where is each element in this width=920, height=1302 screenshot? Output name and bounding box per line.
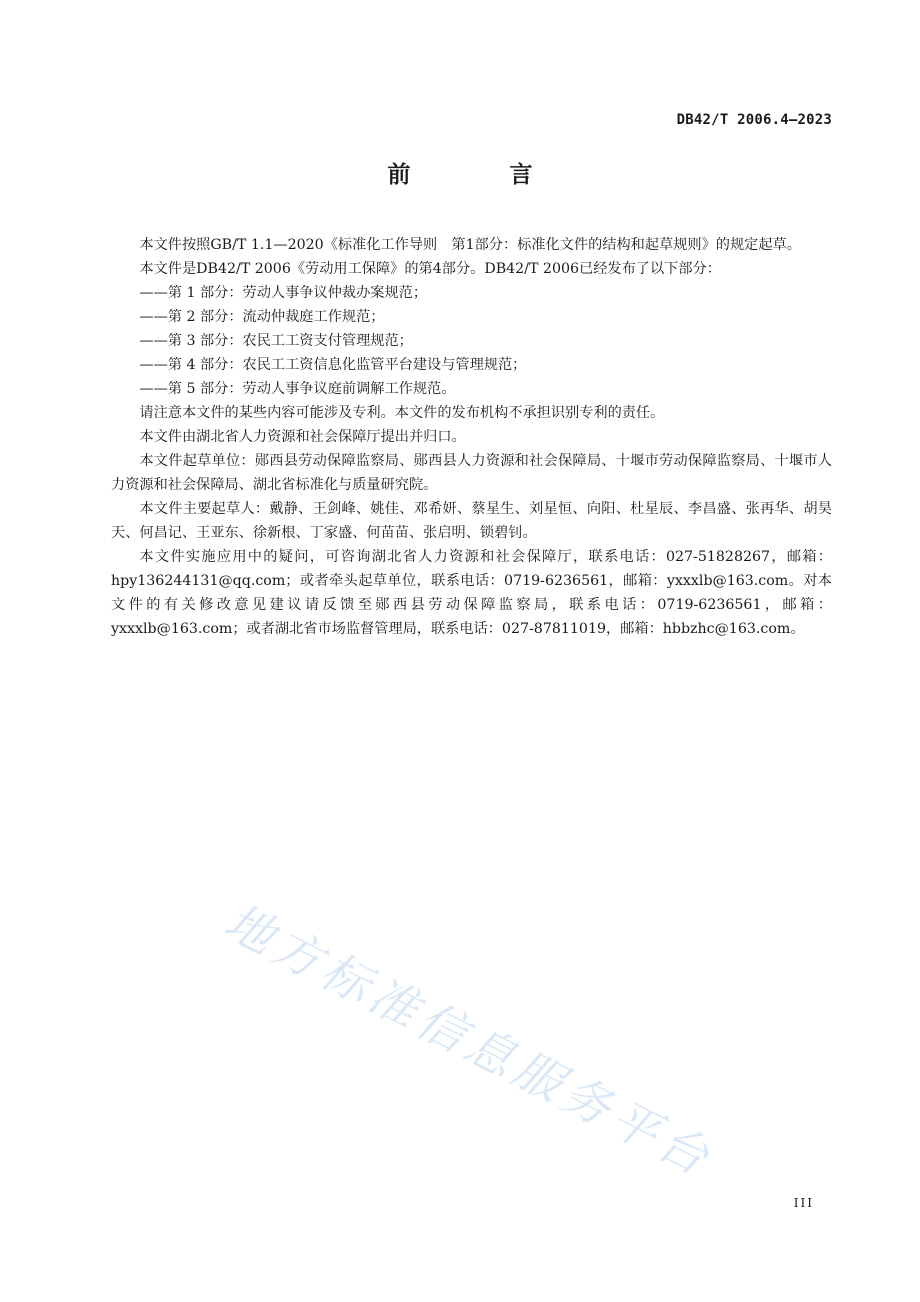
list-item-part-4: ——第 4 部分：农民工工资信息化监管平台建设与管理规范； [139, 357, 527, 373]
paragraph-patent-notice: 请注意本文件的某些内容可能涉及专利。本文件的发布机构不承担识别专利的责任。 [139, 405, 665, 421]
document-code: DB42/T 2006.4—2023 [676, 112, 832, 128]
page-title: 前 言 [387, 162, 571, 188]
list-item-part-2: ——第 2 部分：流动仲裁庭工作规范； [139, 309, 385, 325]
page-number: III [793, 1196, 814, 1210]
paragraph-part-info: 本文件是DB42/T 2006《劳动用工保障》的第4部分。DB42/T 2006已经发布了以下部分： [139, 261, 721, 277]
paragraph-drafters: 本文件主要起草人：戴静、王剑峰、姚佳、邓希妍、蔡星生、刘星恒、向阳、杜星辰、李昌盛、张再华、胡昊天、何昌记、王亚东、徐新根、丁家盛、何苗苗、张启明、锁碧钊。 [111, 501, 832, 541]
paragraph-drafting-units: 本文件起草单位：郧西县劳动保障监察局、郧西县人力资源和社会保障局、十堰市劳动保障监察局、十堰市人力资源和社会保障局、湖北省标准化与质量研究院。 [111, 453, 832, 493]
list-item-part-5: ——第 5 部分：劳动人事争议庭前调解工作规范。 [139, 381, 456, 397]
paragraph-drafting-rules: 本文件按照GB/T 1.1—2020《标准化工作导则 第1部分：标准化文件的结构和起草规则》的规定起草。 [139, 237, 801, 253]
foreword-body [111, 233, 832, 641]
list-item-part-3: ——第 3 部分：农民工工资支付管理规范； [139, 333, 413, 349]
paragraph-proposer: 本文件由湖北省人力资源和社会保障厅提出并归口。 [139, 429, 466, 445]
paragraph-contact: 本文件实施应用中的疑问，可咨询湖北省人力资源和社会保障厅，联系电话：027-51828267，邮箱：hpy136244131@qq.com；或者牵头起草单位，联系电话：0719-6236561，邮箱：yxxxlb@163.com。对本文件的有关修改意见建议请反馈至郧西县劳动保障监察局，联系电话：0719-6236561，邮箱：yxxxlb@163.com；或者湖北省市场监督管理局，联系电话：027-87811019，邮箱：hbbzhc@163.com。 [111, 549, 832, 637]
list-item-part-1: ——第 1 部分：劳动人事争议仲裁办案规范； [139, 285, 428, 301]
watermark: 地方标准信息服务平台 [215, 893, 722, 1189]
